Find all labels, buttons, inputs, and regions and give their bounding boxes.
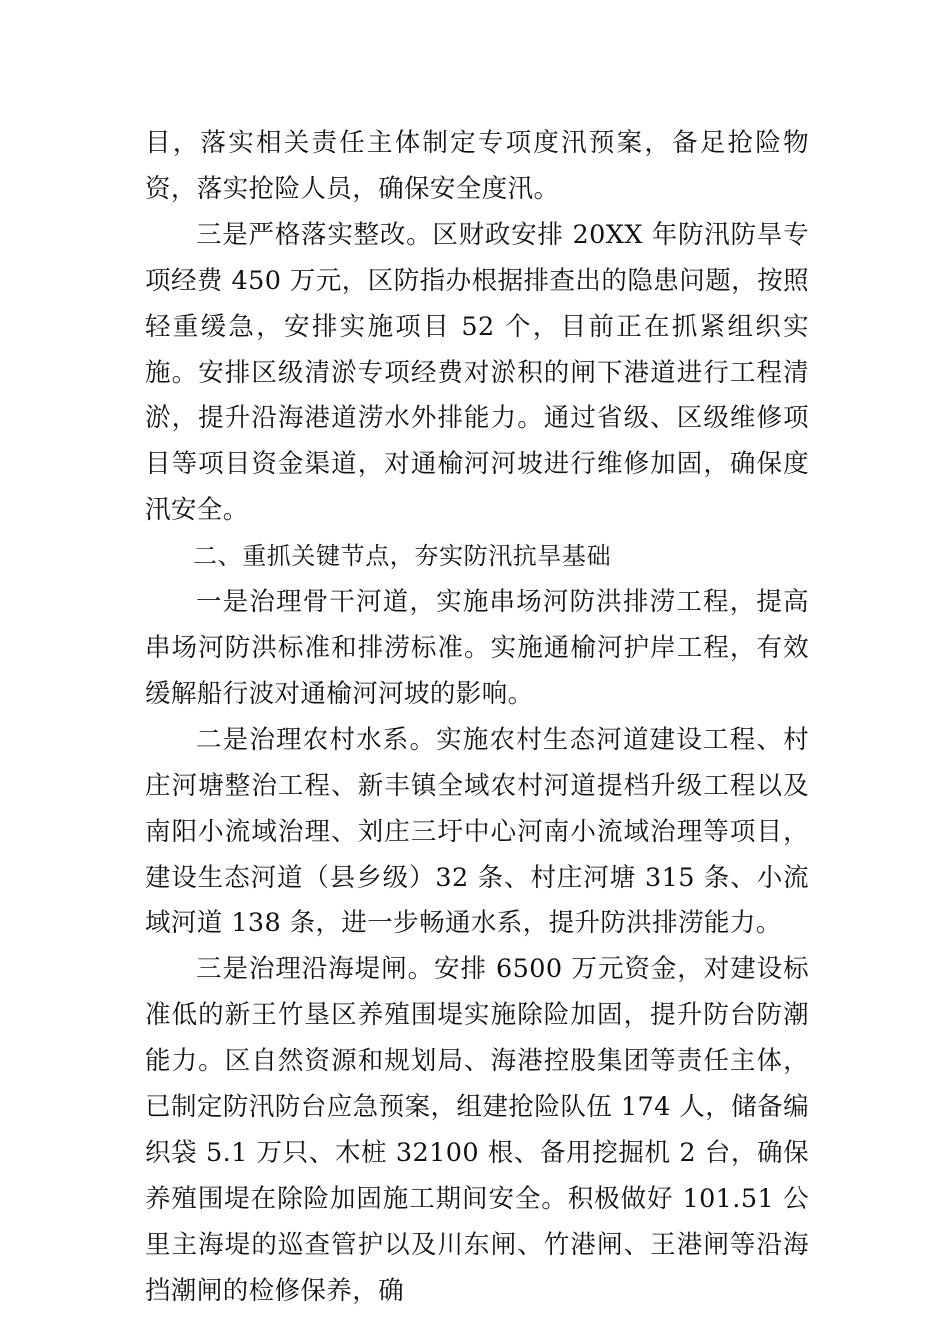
paragraph-rectification: 三是严格落实整改。区财政安排 20XX 年防汛防旱专项经费 450 万元，区防指办根据排查出的隐患问题，按照轻重缓急，安排实施项目 52 个，目前正在抓紧组织实施。安排区级清淤专项经费对淤积的闸下港道进行工程清淤，提升沿海港道涝水外排能力。通过省级、区级维修项目等项目资金渠道，对通榆河河坡进行维修加固，确保度汛安全。 (145, 219, 809, 526)
paragraph-continuation: 目，落实相关责任主体制定专项度汛预案，备足抢险物资，落实抢险人员，确保安全度汛。 (145, 128, 809, 204)
section-heading-two: 二、重抓关键节点，夯实防汛抗旱基础 (193, 542, 612, 571)
paragraph-rural-water: 二是治理农村水系。实施农村生态河道建设工程、村庄河塘整治工程、新丰镇全域农村河道提档升级工程以及南阳小流域治理、刘庄三圩中心河南小流域治理等项目，建设生态河道（县乡级）32 条、村庄河塘 315 条、小流域河道 138 条，进一步畅通水系，提升防洪排涝能力。 (145, 724, 809, 939)
paragraph-main-rivers: 一是治理骨干河道，实施串场河防洪排涝工程，提高串场河防洪标准和排涝标准。实施通榆河护岸工程，有效缓解船行波对通榆河河坡的影响。 (145, 587, 809, 709)
document-body (145, 121, 809, 1315)
paragraph-coastal-dikes: 三是治理沿海堤闸。安排 6500 万元资金，对建设标准低的新王竹垦区养殖围堤实施除险加固，提升防台防潮能力。区自然资源和规划局、海港控股集团等责任主体，已制定防汛防台应急预案，组建抢险队伍 174 人，储备编织袋 5.1 万只、木桩 32100 根、备用挖掘机 2 台，确保养殖围堤在除险加固施工期间安全。积极做好 101.51 公里主海堤的巡查管护以及川东闸、竹港闸、王港闸等沿海挡潮闸的检修保养，确 (145, 954, 809, 1306)
